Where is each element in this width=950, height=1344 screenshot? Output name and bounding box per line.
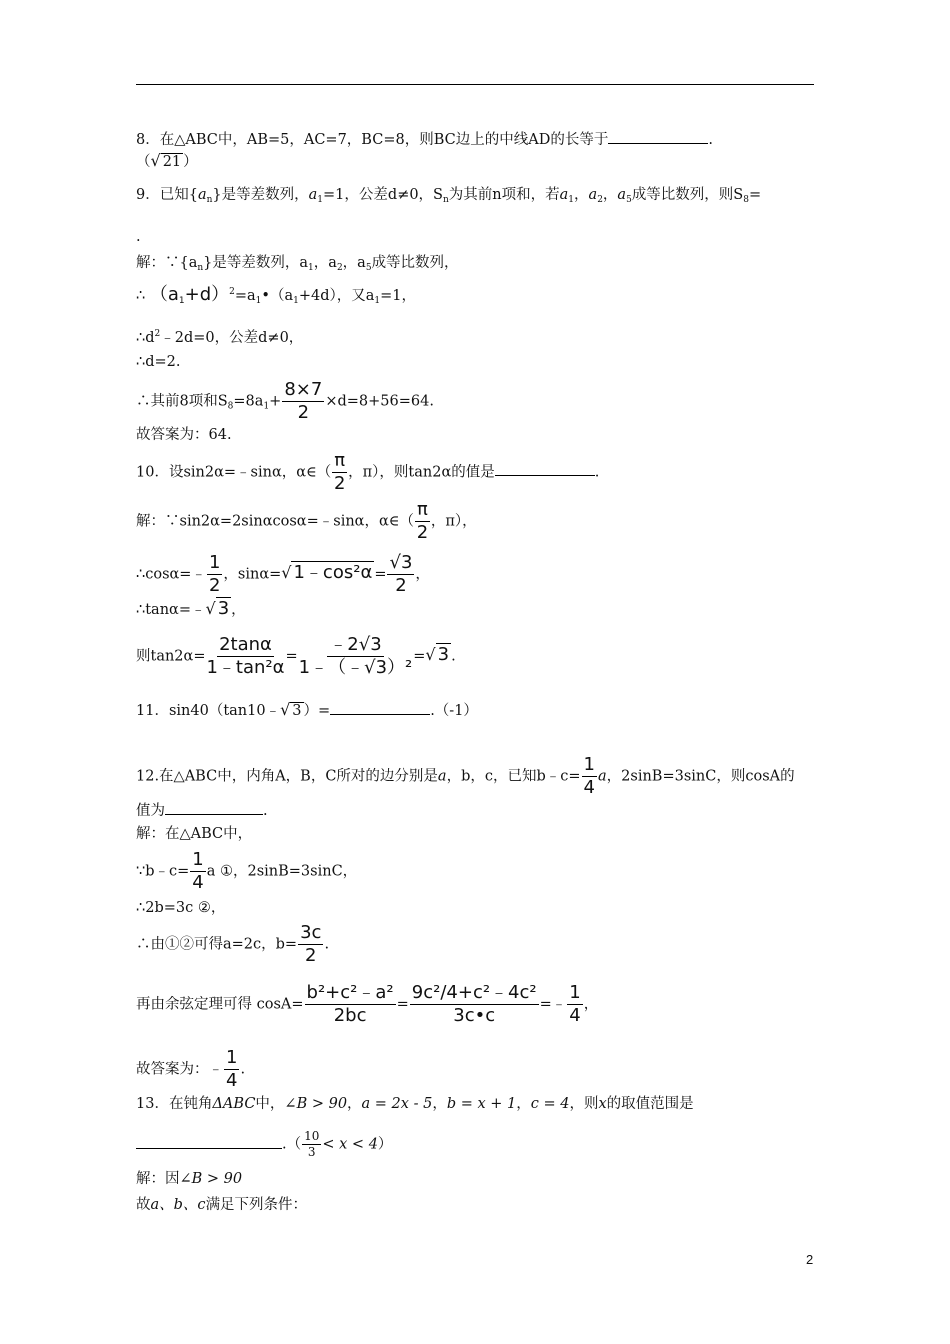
radicand: 3 (217, 598, 230, 619)
q9-text-d: 为其前n项和，若 (448, 187, 560, 203)
sqrt-21: √ 21 (150, 151, 182, 170)
sol13-line1 (136, 1172, 242, 1187)
t: 13．在钝角 (136, 1096, 213, 1112)
answer-blank (165, 802, 263, 815)
t: •（a (261, 288, 294, 304)
t: . (451, 648, 456, 665)
t: ，b，c，已知b﹣c= (446, 768, 581, 785)
t: 成等比数列， (371, 255, 459, 271)
sqrt: √ 3 (280, 700, 302, 719)
t: ， (516, 1096, 531, 1112)
paren-expr (150, 284, 229, 305)
eq: b = x + 1 (446, 1096, 517, 1112)
t: ∴由①②可得a=2c，b= (136, 936, 298, 953)
t: . (324, 936, 330, 953)
t: = (396, 996, 409, 1013)
fraction (224, 1048, 239, 1091)
t: （a (149, 284, 179, 305)
fraction (387, 553, 414, 596)
t: 满足下列条件： (205, 1197, 308, 1213)
t: 11．sin40（tan10﹣ (136, 703, 281, 719)
den: 2 (395, 574, 407, 596)
eq: a = 2x - 5 (361, 1096, 433, 1112)
question-8 (136, 131, 713, 148)
t: ∴其前8项和S (136, 393, 228, 410)
radicand: 3 (437, 644, 450, 666)
t: 值为 (136, 803, 165, 819)
answer-blank (136, 1136, 282, 1149)
question-8-text: 8．在△ABC中，AB=5，AC=7，BC=8，则BC边上的中线AD的长等于 (136, 132, 609, 148)
fraction (299, 635, 413, 678)
den: 4 (226, 1069, 238, 1091)
num: 3c (300, 922, 322, 943)
sub: n (443, 195, 449, 205)
t: a ①，2sinB=3sinC， (206, 863, 358, 880)
den: 4 (192, 871, 204, 893)
den: 2 (297, 401, 310, 423)
t: ， (432, 1096, 447, 1112)
comma: ， (602, 187, 618, 203)
sub: 2 (336, 263, 343, 273)
den: 4 (583, 776, 595, 798)
fraction (282, 380, 324, 423)
t: ， (583, 996, 599, 1013)
den: 2 (305, 944, 317, 966)
fraction (332, 451, 347, 494)
den: 1﹣（﹣√3）² (298, 656, 413, 678)
header-rule (136, 84, 814, 85)
fraction (415, 500, 430, 543)
t: ） (377, 1136, 393, 1153)
sol9-answer: 故答案为：64. (136, 427, 232, 443)
t: =a (234, 288, 256, 304)
sub: 8 (227, 401, 234, 412)
question-8-answer (136, 153, 198, 170)
sub: 2 (597, 195, 603, 205)
num: ﹣2√3 (329, 634, 382, 655)
t: ，则 (569, 1096, 599, 1112)
t: +4d），又a (298, 288, 375, 304)
t: ∵b﹣c= (136, 863, 190, 880)
sol12-line4 (136, 923, 329, 966)
den: 2 (208, 574, 221, 596)
sol10-line3 (136, 600, 246, 618)
paren-close: ） (183, 154, 198, 170)
q9-trailing-dot: . (136, 229, 141, 245)
fraction (567, 983, 582, 1026)
t: 故答案为：﹣ (136, 1061, 223, 1078)
sub: 1 (255, 296, 262, 306)
t: 解：因 (136, 1171, 180, 1187)
q9-text-e: 成等比数列，则S (631, 187, 744, 203)
t: = (413, 648, 426, 665)
sub: n (206, 195, 213, 205)
question-11 (136, 702, 478, 719)
comma: ， (574, 187, 589, 203)
t: }是等差数列，a (203, 255, 309, 271)
t: . (240, 1061, 246, 1078)
den: 3 (307, 1145, 316, 1160)
var-a: a (437, 768, 447, 785)
num: 1 (192, 849, 204, 870)
sol10-line1 (136, 500, 477, 543)
radicand: 1﹣cos²α (293, 562, 373, 584)
num: 8×7 (284, 379, 323, 400)
t: .（-1） (430, 703, 478, 719)
angle-cond: ∠B > 90 (284, 1096, 348, 1112)
range: < x < 4 (322, 1136, 378, 1153)
num: 9c²/4+c²﹣4c² (411, 982, 537, 1003)
var: a (588, 187, 598, 203)
fraction (206, 635, 284, 678)
sqrt: √ 3 (425, 644, 450, 666)
sol9-line4: ∴d=2. (136, 354, 181, 370)
angle-cond: ∠B > 90 (179, 1171, 243, 1187)
radicand: 3 (292, 703, 302, 719)
sub: 1 (317, 195, 324, 205)
sol13-line2 (136, 1198, 307, 1213)
t: 则tan2α= (136, 648, 206, 665)
vars: a、b、c (150, 1197, 206, 1213)
question-9 (136, 188, 761, 205)
t: ， (347, 1096, 362, 1112)
num: √3 (389, 552, 413, 573)
sub: 1 (308, 263, 314, 273)
question-12 (136, 755, 795, 798)
den: 1﹣tan²α (206, 656, 285, 678)
sol12-line2 (136, 850, 357, 893)
sol10-line4 (136, 635, 456, 678)
t: ∴ (136, 288, 146, 304)
var-a: a (598, 768, 607, 785)
q9-text-a: 9．已知{ (136, 187, 198, 203)
t: ﹣2d=0，公差d≠0， (160, 330, 304, 346)
var-x: x (598, 1096, 607, 1112)
sub: 1 (568, 195, 575, 205)
num: 1 (583, 754, 595, 775)
t: 12.在△ABC中，内角A，B，C所对的边分别是 (136, 768, 438, 785)
t: ∴d (136, 330, 155, 346)
num: b²+c²﹣a² (306, 982, 394, 1003)
sub: 5 (626, 195, 632, 205)
answer-blank (495, 463, 595, 476)
fraction (410, 983, 539, 1026)
answer-blank (608, 131, 708, 144)
fraction (298, 923, 323, 966)
sol12-line5 (136, 983, 598, 1026)
var: a (617, 187, 627, 203)
sol9-line3 (136, 330, 303, 346)
den: 3c•c (453, 1004, 496, 1026)
sol9-line5 (136, 380, 434, 423)
t: 中， (255, 1096, 285, 1112)
num: 10 (302, 1130, 321, 1145)
t: 解：∵sin2α=2sinαcosα=﹣sinα，α∈（ (136, 513, 414, 530)
q9-text-c: =1，公差d≠0，S (323, 187, 443, 203)
t: = (285, 648, 298, 665)
sup: 2 (229, 287, 235, 297)
t: ，π），则tan2α的值是 (348, 464, 495, 481)
fraction (305, 983, 396, 1026)
t: + (269, 393, 282, 410)
q9-text-f: = (748, 187, 762, 203)
sup: 2 (154, 329, 161, 339)
t: ，a (342, 255, 366, 271)
num: π (334, 450, 346, 471)
answer-blank (330, 702, 430, 715)
question-13-cont (136, 1130, 392, 1159)
fraction (302, 1130, 321, 1159)
t: = (374, 566, 387, 583)
sol10-line2 (136, 553, 430, 596)
t: ∴cosα=﹣ (136, 566, 206, 583)
t: ∴tanα=﹣ (136, 602, 206, 618)
num: 1 (208, 552, 221, 573)
question-10 (136, 451, 599, 494)
den: 2 (333, 472, 346, 494)
t: 的取值范围是 (606, 1096, 694, 1112)
sol9-line1 (136, 256, 459, 273)
fraction (582, 755, 597, 798)
question-12-cont (136, 802, 268, 819)
t: ，sinα= (223, 566, 282, 583)
var: a (559, 187, 569, 203)
triangle-label: ΔABC (212, 1096, 256, 1112)
q9-text-b: }是等差数列， (212, 187, 309, 203)
t: ，π）， (430, 513, 477, 530)
t: =1， (380, 288, 416, 304)
t: ×d=8+56=64. (325, 393, 434, 410)
den: 2 (416, 521, 429, 543)
t: 再由余弦定理可得 cosA= (136, 996, 304, 1013)
fraction (190, 850, 205, 893)
num: 1 (226, 1047, 238, 1068)
eq: c = 4 (530, 1096, 570, 1112)
t: ）= (303, 703, 331, 719)
t: ， (415, 566, 430, 583)
fraction (207, 553, 222, 596)
sub: 5 (365, 263, 372, 273)
question-13 (136, 1097, 694, 1112)
t: .（ (282, 1136, 302, 1153)
t: ，a (313, 255, 337, 271)
period: . (708, 132, 713, 148)
var-a: a (197, 187, 207, 203)
sol12-answer (136, 1048, 245, 1091)
sub: 1 (178, 296, 185, 306)
den: 4 (569, 1004, 581, 1026)
num: π (417, 499, 428, 520)
num: 2tanα (219, 634, 272, 655)
period: . (263, 803, 268, 819)
sol12-line1: 解：在△ABC中， (136, 826, 253, 842)
sub: 8 (743, 195, 749, 205)
num: 1 (569, 982, 581, 1003)
sol9-line2 (136, 286, 416, 306)
var-a1: a (308, 187, 318, 203)
t: =8a (233, 393, 264, 410)
sub: n (197, 263, 204, 273)
period: . (594, 464, 600, 481)
sqrt: √ 3 (205, 598, 230, 619)
paren-open: （ (136, 154, 151, 170)
sub: 1 (374, 296, 381, 306)
sub: 1 (263, 401, 270, 412)
t: ， (231, 602, 246, 618)
t: ，2sinB=3sinC，则cosA的 (606, 768, 795, 785)
radicand: 21 (162, 154, 182, 170)
t: =﹣ (539, 996, 567, 1013)
sub: 1 (293, 296, 299, 306)
sqrt: √ 1﹣cos²α (281, 562, 373, 584)
page-number: 2 (806, 1252, 814, 1267)
t: 10．设sin2α=﹣sinα，α∈（ (136, 464, 332, 481)
sol12-line3: ∴2b=3c ②， (136, 900, 226, 916)
t: 故 (136, 1197, 151, 1213)
den: 2bc (333, 1004, 367, 1026)
t: 解：∵{a (136, 255, 198, 271)
t: +d） (184, 284, 230, 305)
